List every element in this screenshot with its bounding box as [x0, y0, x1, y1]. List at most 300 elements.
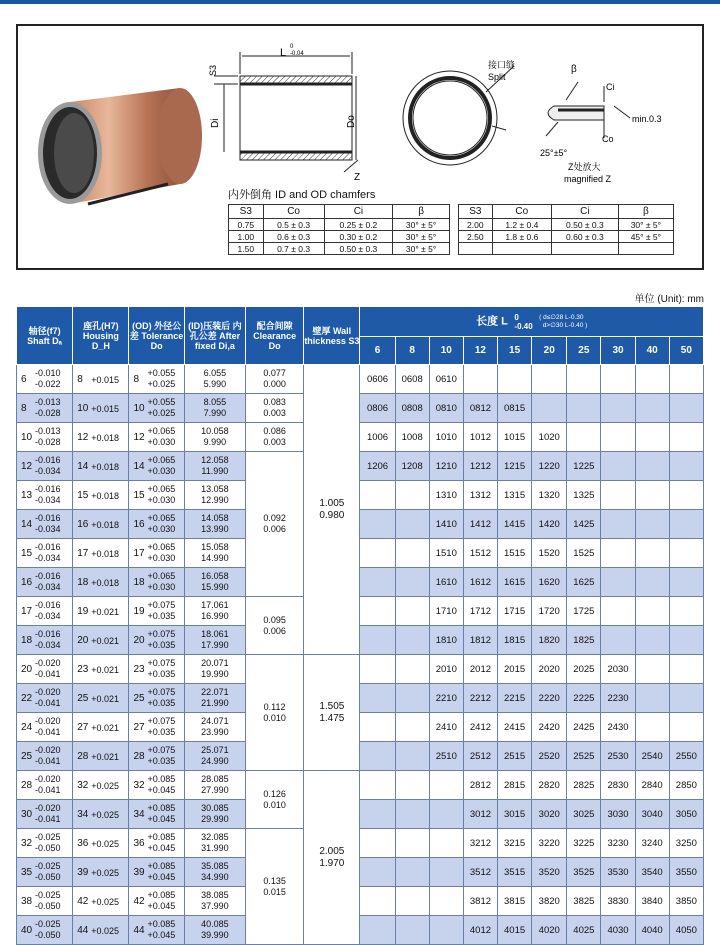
shaft-cell — [17, 539, 73, 568]
part-number-cell: 3025 — [567, 800, 601, 829]
shaft-cell — [17, 800, 73, 829]
part-number-cell: 2212 — [463, 684, 497, 713]
housing-tolerance: +0.018 — [91, 461, 120, 472]
od-tol-upper: +0.075 — [147, 629, 176, 639]
od-nominal: 25 — [133, 692, 145, 704]
part-number-cell — [395, 568, 429, 597]
clearance-max: 0.092 — [263, 513, 286, 523]
part-number-cell: 1012 — [463, 423, 497, 452]
fixed-id-max: 28.085 — [201, 774, 229, 784]
clearance-cell — [245, 423, 303, 452]
od-tol-upper: +0.065 — [147, 484, 176, 494]
shaft-tol-lower: -0.034 — [35, 495, 61, 505]
shaft-tolerance — [35, 716, 61, 738]
part-number-cell: 2012 — [463, 655, 497, 684]
od-tolerance — [147, 745, 175, 767]
chamfer-cell: 0.60 ± 0.3 — [552, 231, 619, 243]
unit-label: 单位 (Unit): mm — [634, 294, 704, 305]
shaft-tol-upper: -0.016 — [35, 600, 61, 610]
table-row — [17, 829, 704, 858]
od-tolerance — [147, 890, 175, 912]
od-tolerance — [147, 716, 175, 738]
wall-max: 2.005 — [319, 845, 345, 857]
fixed-id-min: 16.990 — [201, 611, 229, 621]
part-number-cell: 0812 — [463, 394, 497, 423]
od-cell — [129, 800, 184, 829]
shaft-cell — [17, 858, 73, 887]
shaft-nominal: 12 — [21, 460, 33, 472]
fixed-id-min: 29.990 — [201, 814, 229, 824]
housing-cell — [73, 858, 129, 887]
part-number-cell — [429, 916, 463, 945]
shaft-tol-lower: -0.041 — [35, 814, 61, 824]
shaft-tolerance — [35, 368, 61, 390]
part-number-cell: 3020 — [532, 800, 567, 829]
shaft-tolerance — [35, 542, 61, 564]
part-number-cell: 2215 — [498, 684, 532, 713]
housing-nominal: 36 — [77, 837, 89, 849]
shaft-nominal: 20 — [21, 663, 33, 675]
part-number-cell: 1008 — [395, 423, 429, 452]
part-number-cell: 3525 — [567, 858, 601, 887]
housing-tolerance: +0.025 — [91, 809, 120, 820]
shaft-tol-upper: -0.020 — [35, 658, 61, 668]
part-number-cell: 2840 — [635, 771, 669, 800]
shaft-nominal: 22 — [21, 692, 33, 704]
part-number-cell — [669, 713, 703, 742]
part-number-cell — [360, 916, 395, 945]
od-tol-upper: +0.065 — [147, 571, 176, 581]
part-number-cell: 2430 — [601, 713, 635, 742]
shaft-tol-lower: -0.050 — [35, 843, 61, 853]
part-number-cell — [635, 423, 669, 452]
clearance-cell — [245, 365, 303, 394]
od-tol-upper: +0.075 — [147, 716, 176, 726]
housing-tolerance: +0.021 — [91, 751, 120, 762]
shaft-cell — [17, 887, 73, 916]
part-number-cell: 2425 — [567, 713, 601, 742]
part-number-cell: 2030 — [601, 655, 635, 684]
length-label: L — [280, 47, 287, 59]
part-number-cell — [360, 829, 395, 858]
shaft-tol-lower: -0.050 — [35, 872, 61, 882]
housing-nominal: 42 — [77, 895, 89, 907]
part-number-cell — [669, 568, 703, 597]
length-col-header: 25 — [567, 337, 601, 365]
od-tol-lower: +0.045 — [147, 901, 176, 911]
od-nominal: 36 — [133, 837, 145, 849]
shaft-nominal: 14 — [21, 518, 33, 530]
wall-max: 1.005 — [319, 497, 345, 509]
od-tolerance — [147, 658, 175, 680]
part-number-cell: 2550 — [669, 742, 703, 771]
housing-cell — [73, 365, 129, 394]
shaft-tol-lower: -0.050 — [35, 930, 61, 940]
housing-tolerance: +0.021 — [91, 664, 120, 675]
do-label: Do — [346, 115, 357, 128]
shaft-tol-upper: -0.020 — [35, 745, 61, 755]
part-number-cell — [360, 655, 395, 684]
od-tol-upper: +0.075 — [147, 687, 176, 697]
od-nominal: 10 — [133, 402, 145, 414]
part-number-cell — [669, 684, 703, 713]
part-number-cell — [532, 365, 567, 394]
header-id: (ID)压装后 内孔公差 After fixed Di,a — [184, 307, 245, 365]
part-number-cell: 3515 — [498, 858, 532, 887]
chamfer-cell: 1.2 ± 0.4 — [492, 219, 551, 231]
shaft-tol-upper: -0.025 — [35, 832, 61, 842]
shaft-nominal: 35 — [21, 866, 33, 878]
part-number-cell: 4030 — [601, 916, 635, 945]
od-tol-lower: +0.045 — [147, 930, 176, 940]
fixed-id-min: 27.990 — [201, 785, 229, 795]
part-number-cell — [360, 510, 395, 539]
od-nominal: 44 — [133, 924, 145, 936]
shaft-cell — [17, 423, 73, 452]
part-number-cell: 1312 — [463, 481, 497, 510]
od-nominal: 16 — [133, 518, 145, 530]
clearance-min: 0.003 — [263, 437, 286, 447]
chamfer-header: β — [393, 205, 450, 219]
shaft-tol-upper: -0.010 — [35, 368, 61, 378]
housing-cell — [73, 481, 129, 510]
part-number-cell: 3225 — [567, 829, 601, 858]
fixed-id-max: 18.061 — [201, 629, 229, 639]
shaft-cell — [17, 916, 73, 945]
chamfer-row — [229, 219, 450, 231]
fixed-id-min: 11.990 — [201, 466, 229, 476]
part-number-cell — [601, 481, 635, 510]
od-tol-upper: +0.055 — [147, 397, 176, 407]
clearance-cell — [245, 655, 303, 771]
housing-cell — [73, 713, 129, 742]
housing-tolerance: +0.025 — [91, 867, 120, 878]
shaft-tol-lower: -0.041 — [35, 727, 61, 737]
part-number-cell: 1820 — [532, 626, 567, 655]
chamfer-header: S3 — [229, 205, 264, 219]
chamfer-cell: 2.00 — [459, 219, 493, 231]
od-cell — [129, 452, 184, 481]
co-label: Co — [602, 134, 614, 144]
part-number-cell — [601, 626, 635, 655]
od-tolerance — [147, 832, 175, 854]
part-number-cell: 2210 — [429, 684, 463, 713]
chamfer-row — [229, 231, 450, 243]
od-tolerance — [147, 455, 175, 477]
clearance-min: 0.010 — [263, 712, 286, 723]
clearance-min: 0.000 — [263, 379, 286, 389]
shaft-tolerance — [35, 861, 61, 883]
part-number-cell: 4050 — [669, 916, 703, 945]
fixed-id-max: 40.085 — [201, 919, 229, 929]
table-row — [17, 887, 704, 916]
part-number-cell: 0808 — [395, 394, 429, 423]
fixed-id-cell — [184, 510, 245, 539]
part-number-cell: 2850 — [669, 771, 703, 800]
housing-nominal: 27 — [77, 721, 89, 733]
shaft-cell — [17, 365, 73, 394]
part-number-cell: 3050 — [669, 800, 703, 829]
part-number-cell: 3820 — [532, 887, 567, 916]
shaft-tol-lower: -0.041 — [35, 669, 61, 679]
housing-nominal: 17 — [77, 547, 89, 559]
wall-min: 1.475 — [319, 712, 345, 724]
housing-nominal: 34 — [77, 808, 89, 820]
od-tol-upper: +0.085 — [147, 890, 176, 900]
fixed-id-max: 14.058 — [201, 513, 229, 523]
shaft-tolerance — [35, 513, 61, 535]
housing-nominal: 28 — [77, 750, 89, 762]
housing-tolerance: +0.018 — [91, 432, 120, 443]
part-number-cell: 1215 — [498, 452, 532, 481]
part-number-cell — [669, 510, 703, 539]
housing-tolerance: +0.021 — [91, 693, 120, 704]
chamfer-cell: 1.50 — [229, 243, 264, 255]
length-col-header: 6 — [360, 337, 395, 365]
od-tolerance — [147, 774, 175, 796]
od-tol-lower: +0.045 — [147, 814, 176, 824]
fixed-id-cell — [184, 887, 245, 916]
fixed-id-max: 32.085 — [201, 832, 229, 842]
part-number-cell — [395, 887, 429, 916]
part-number-cell — [360, 771, 395, 800]
shaft-tolerance — [35, 484, 61, 506]
housing-cell — [73, 626, 129, 655]
shaft-nominal: 8 — [21, 402, 27, 414]
fixed-id-min: 17.990 — [201, 640, 229, 650]
chamfer-cell: 30° ± 5° — [393, 243, 450, 255]
fixed-id-cell — [184, 423, 245, 452]
part-number-cell — [429, 858, 463, 887]
part-number-cell: 1208 — [395, 452, 429, 481]
shaft-tolerance — [35, 890, 61, 912]
fixed-id-max: 25.071 — [201, 745, 229, 755]
table-row — [17, 684, 704, 713]
part-number-cell: 1712 — [463, 597, 497, 626]
od-tolerance — [147, 861, 175, 883]
od-tolerance — [147, 542, 175, 564]
part-number-cell: 1320 — [532, 481, 567, 510]
od-cell — [129, 510, 184, 539]
shaft-tol-upper: -0.020 — [35, 803, 61, 813]
part-number-cell — [395, 713, 429, 742]
part-number-cell — [395, 655, 429, 684]
chamfer-header: Ci — [552, 205, 619, 219]
od-nominal: 14 — [133, 460, 145, 472]
od-cell — [129, 597, 184, 626]
fixed-id-max: 13.058 — [201, 484, 229, 494]
part-number-cell — [360, 597, 395, 626]
od-tol-upper: +0.065 — [147, 426, 176, 436]
od-tolerance — [147, 687, 175, 709]
part-number-cell: 2412 — [463, 713, 497, 742]
chamfer-header: β — [618, 205, 673, 219]
chamfer-header: Ci — [324, 205, 393, 219]
housing-tolerance: +0.025 — [91, 925, 120, 936]
table-row — [17, 800, 704, 829]
table-row — [17, 713, 704, 742]
shaft-cell — [17, 597, 73, 626]
shaft-tol-upper: -0.013 — [35, 426, 61, 436]
od-tol-upper: +0.075 — [147, 600, 176, 610]
fixed-id-cell — [184, 394, 245, 423]
wall-thickness-cell — [304, 365, 360, 655]
fixed-id-min: 5.990 — [203, 379, 227, 389]
part-number-cell — [567, 365, 601, 394]
od-nominal: 19 — [133, 605, 145, 617]
od-cell — [129, 887, 184, 916]
od-nominal: 8 — [133, 373, 140, 385]
min-label: min.0.3 — [632, 114, 662, 124]
part-number-cell — [635, 365, 669, 394]
shaft-tol-upper: -0.025 — [35, 861, 61, 871]
part-number-cell: 1020 — [532, 423, 567, 452]
part-number-cell: 3012 — [463, 800, 497, 829]
od-tolerance — [147, 629, 175, 651]
od-tol-upper: +0.085 — [147, 803, 176, 813]
fixed-id-cell — [184, 626, 245, 655]
shaft-nominal: 17 — [21, 605, 33, 617]
beta-label: β — [571, 64, 577, 75]
part-number-cell — [669, 394, 703, 423]
od-tol-lower: +0.030 — [147, 495, 176, 505]
shaft-cell — [17, 829, 73, 858]
housing-tolerance: +0.015 — [91, 374, 120, 385]
table-row — [17, 597, 704, 626]
od-tol-upper: +0.075 — [147, 745, 176, 755]
od-cell — [129, 481, 184, 510]
part-number-cell — [360, 742, 395, 771]
fixed-id-max: 38.085 — [201, 890, 229, 900]
housing-cell — [73, 655, 129, 684]
part-number-cell: 1725 — [567, 597, 601, 626]
shaft-tol-lower: -0.022 — [35, 379, 61, 389]
shaft-nominal: 38 — [21, 895, 33, 907]
bushing-figure — [16, 24, 704, 270]
housing-nominal: 23 — [77, 663, 89, 675]
table-row — [17, 423, 704, 452]
part-number-cell: 3215 — [498, 829, 532, 858]
ci-label: Ci — [606, 82, 615, 92]
zmag-label-en: magnified Z — [564, 174, 612, 184]
shaft-nominal: 24 — [21, 721, 33, 733]
od-tol-lower: +0.035 — [147, 640, 176, 650]
part-number-cell — [360, 887, 395, 916]
wall-thickness-cell — [304, 655, 360, 771]
part-number-cell: 1206 — [360, 452, 395, 481]
shaft-cell — [17, 568, 73, 597]
part-number-cell: 1210 — [429, 452, 463, 481]
part-number-cell — [395, 916, 429, 945]
od-tol-lower: +0.035 — [147, 698, 176, 708]
housing-cell — [73, 916, 129, 945]
part-number-cell: 1220 — [532, 452, 567, 481]
part-number-cell — [395, 829, 429, 858]
angle-label: 25°±5° — [540, 148, 568, 158]
fixed-id-max: 15.058 — [201, 542, 229, 552]
part-number-cell: 2812 — [463, 771, 497, 800]
part-number-cell — [635, 394, 669, 423]
fixed-id-min: 13.990 — [201, 524, 229, 534]
part-number-cell: 1415 — [498, 510, 532, 539]
part-number-cell — [635, 655, 669, 684]
part-number-cell: 2410 — [429, 713, 463, 742]
od-nominal: 42 — [133, 895, 145, 907]
part-number-cell: 3512 — [463, 858, 497, 887]
part-number-cell: 2220 — [532, 684, 567, 713]
od-cell — [129, 655, 184, 684]
chamfer-header: Co — [263, 205, 324, 219]
fixed-id-max: 12.058 — [201, 455, 229, 465]
length-tol-bottom: -0.04 — [290, 51, 304, 57]
part-number-cell — [360, 481, 395, 510]
fixed-id-cell — [184, 800, 245, 829]
part-number-cell — [669, 655, 703, 684]
part-number-cell — [635, 510, 669, 539]
fixed-id-min: 31.990 — [201, 843, 229, 853]
part-number-cell: 1006 — [360, 423, 395, 452]
shaft-tol-upper: -0.025 — [35, 919, 61, 929]
chamfer-title: 内外倒角 ID and OD chamfers — [228, 189, 376, 201]
shaft-tol-upper: -0.013 — [35, 397, 61, 407]
fixed-id-max: 20.071 — [201, 658, 229, 668]
od-tolerance — [147, 919, 175, 941]
chamfer-cell — [618, 243, 673, 255]
part-number-cell: 1425 — [567, 510, 601, 539]
part-number-cell — [669, 539, 703, 568]
top-accent-bar — [0, 0, 720, 4]
part-number-cell — [601, 394, 635, 423]
shaft-tolerance — [35, 658, 61, 680]
z-detail — [546, 82, 630, 138]
part-number-cell: 1520 — [532, 539, 567, 568]
shaft-tol-lower: -0.034 — [35, 640, 61, 650]
table-row — [17, 858, 704, 887]
od-tol-upper: +0.065 — [147, 542, 176, 552]
fixed-id-cell — [184, 858, 245, 887]
housing-nominal: 20 — [77, 634, 89, 646]
part-number-cell: 1512 — [463, 539, 497, 568]
split-label-cn: 接口缝 — [488, 60, 516, 70]
part-number-cell: 3812 — [463, 887, 497, 916]
od-tol-lower: +0.025 — [147, 408, 176, 418]
chamfer-cell: 0.75 — [229, 219, 264, 231]
part-number-cell — [360, 539, 395, 568]
od-nominal: 39 — [133, 866, 145, 878]
shaft-nominal: 10 — [21, 431, 33, 443]
fixed-id-max: 17.061 — [201, 600, 229, 610]
shaft-tolerance — [35, 629, 61, 651]
housing-nominal: 16 — [77, 518, 89, 530]
part-number-cell: 1710 — [429, 597, 463, 626]
part-number-cell — [601, 597, 635, 626]
fixed-id-cell — [184, 771, 245, 800]
part-number-cell: 1010 — [429, 423, 463, 452]
shaft-nominal: 13 — [21, 489, 33, 501]
part-number-cell — [360, 800, 395, 829]
chamfer-cell: 1.00 — [229, 231, 264, 243]
chamfer-cell: 0.5 ± 0.3 — [263, 219, 324, 231]
chamfer-cell: 0.25 ± 0.2 — [324, 219, 393, 231]
header-clearance: 配合间隙 Clearance Do — [245, 307, 303, 365]
part-number-cell: 1620 — [532, 568, 567, 597]
chamfer-cell: 30° ± 5° — [393, 219, 450, 231]
shaft-nominal: 15 — [21, 547, 33, 559]
fixed-id-max: 8.055 — [203, 397, 227, 407]
part-number-cell: 1615 — [498, 568, 532, 597]
part-number-cell: 4040 — [635, 916, 669, 945]
fixed-id-min: 9.990 — [203, 437, 227, 447]
